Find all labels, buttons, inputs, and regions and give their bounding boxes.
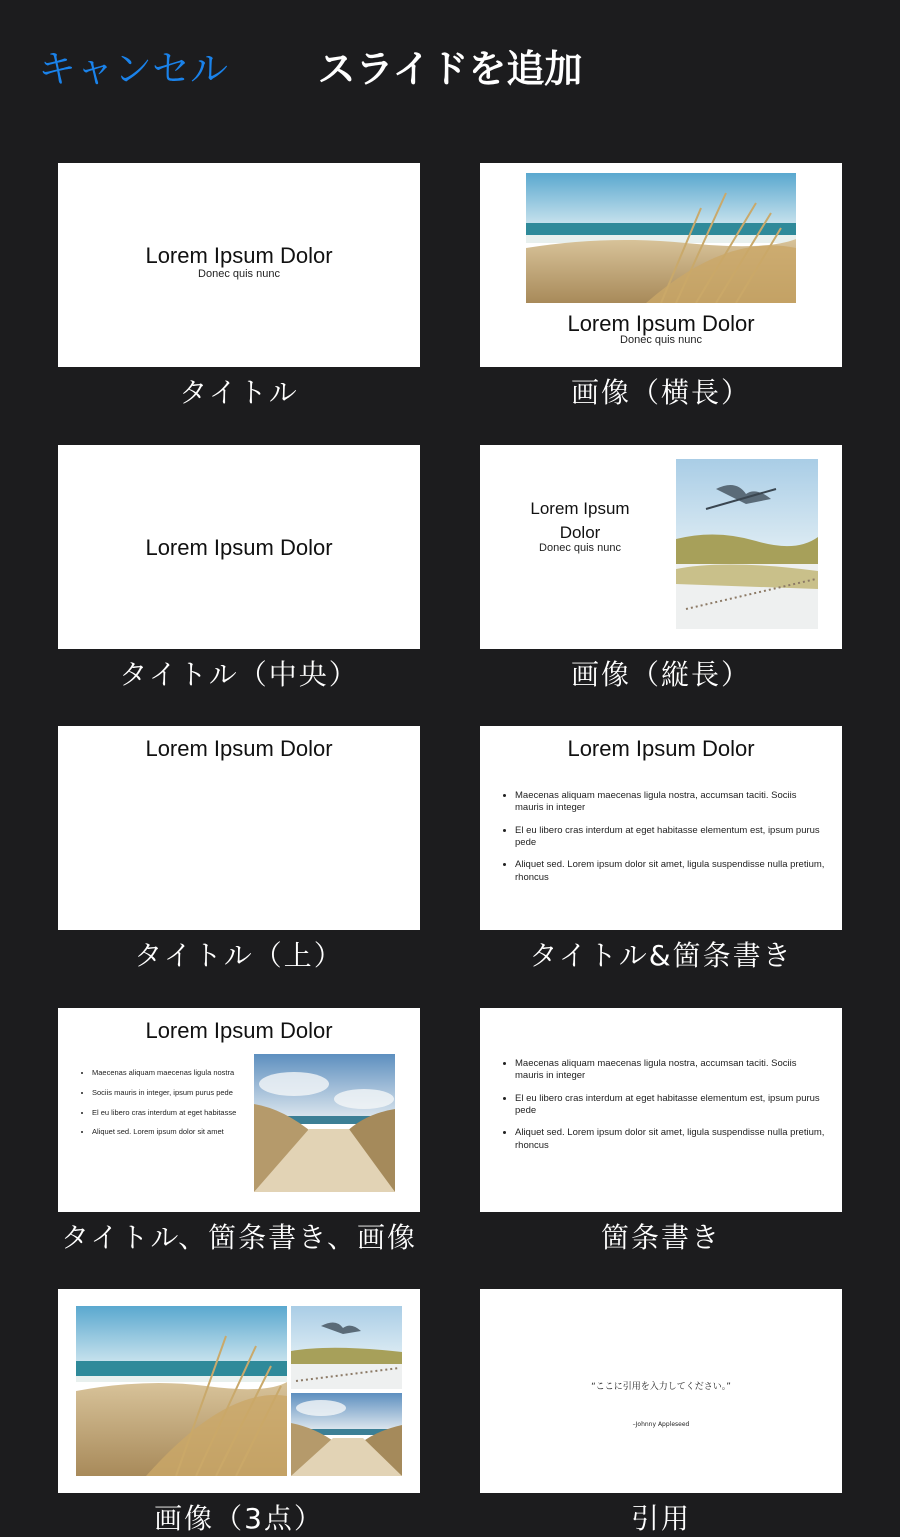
beach-grass-photo bbox=[76, 1306, 287, 1476]
slide-title-text: Lorem Ipsum Dolor bbox=[145, 535, 333, 560]
dune-path-photo bbox=[291, 1393, 402, 1476]
slide-subtitle-text: Donec quis nunc bbox=[539, 542, 621, 554]
layout-label: タイトル、箇条書き、画像 bbox=[60, 1221, 418, 1254]
slide-title-text: Lorem Ipsum Dolor bbox=[145, 1018, 333, 1043]
layout-label: タイトル（中央） bbox=[119, 658, 359, 691]
layout-label: 画像（縦長） bbox=[570, 658, 751, 691]
bullet-list bbox=[505, 1058, 825, 1162]
list-item: • Maecenas aliquam maecenas ligula nostra bbox=[92, 1068, 242, 1078]
slide-thumbnail[interactable] bbox=[480, 445, 842, 649]
heron-dunes-photo bbox=[291, 1306, 402, 1389]
beach-grass-photo bbox=[526, 173, 796, 303]
slide-thumbnail[interactable] bbox=[480, 163, 842, 367]
slide-thumbnail[interactable] bbox=[58, 726, 420, 930]
slide-thumbnail[interactable] bbox=[480, 1289, 842, 1493]
slide-thumbnail[interactable] bbox=[480, 726, 842, 930]
slide-thumbnail[interactable] bbox=[58, 445, 420, 649]
layout-label: 箇条書き bbox=[600, 1221, 721, 1254]
slide-subtitle-text: Donec quis nunc bbox=[620, 334, 702, 346]
list-item: • Aliquet sed. Lorem ipsum dolor sit amet, ligula suspendisse nulla pretium, rhoncus bbox=[515, 859, 825, 884]
list-item: • Maecenas aliquam maecenas ligula nostra, accumsan taciti. Sociis mauris in integer bbox=[515, 1058, 825, 1083]
list-item: • El eu libero cras interdum at eget habitasse elementum est, ipsum purus pede bbox=[515, 825, 825, 850]
slide-thumbnail[interactable] bbox=[58, 163, 420, 367]
page-title: スライドを追加 bbox=[317, 47, 583, 91]
list-item: • Sociis mauris in integer, ipsum purus pede bbox=[92, 1088, 242, 1098]
list-item: • Aliquet sed. Lorem ipsum dolor sit amet, ligula suspendisse nulla pretium, rhoncus bbox=[515, 1127, 825, 1152]
bullet-list bbox=[505, 790, 825, 894]
quote-author: –Johnny Appleseed bbox=[632, 1421, 690, 1428]
layout-label: タイトル&箇条書き bbox=[529, 939, 793, 972]
layout-label: 画像（3点） bbox=[154, 1502, 324, 1535]
dune-path-photo bbox=[254, 1054, 395, 1192]
slide-thumbnail[interactable] bbox=[58, 1008, 420, 1212]
quote-text: “ここに引用を入力してください。” bbox=[591, 1382, 731, 1392]
slide-title-text-line2: Dolor bbox=[559, 523, 601, 542]
layout-label: 引用 bbox=[630, 1502, 691, 1535]
heron-dunes-photo bbox=[676, 459, 818, 629]
slide-title-text: Lorem Ipsum bbox=[530, 499, 630, 518]
list-item: • Maecenas aliquam maecenas ligula nostra, accumsan taciti. Sociis mauris in integer bbox=[515, 790, 825, 815]
slide-subtitle-text: Donec quis nunc bbox=[198, 268, 280, 280]
list-item: • El eu libero cras interdum at eget habitasse elementum est, ipsum purus pede bbox=[515, 1093, 825, 1118]
slide-thumbnail[interactable] bbox=[58, 1289, 420, 1493]
slide-title-text: Lorem Ipsum Dolor bbox=[145, 736, 333, 761]
cancel-button[interactable]: キャンセル bbox=[38, 47, 229, 91]
navigation-bar bbox=[0, 0, 900, 130]
layout-label: タイトル bbox=[179, 376, 299, 409]
slide-title-text: Lorem Ipsum Dolor bbox=[567, 311, 755, 336]
list-item: • Aliquet sed. Lorem ipsum dolor sit amet bbox=[92, 1127, 242, 1137]
slide-title-text: Lorem Ipsum Dolor bbox=[567, 736, 755, 761]
layout-label: タイトル（上） bbox=[134, 939, 344, 972]
slide-title-text: Lorem Ipsum Dolor bbox=[145, 243, 333, 268]
slide-thumbnail[interactable] bbox=[480, 1008, 842, 1212]
layout-label: 画像（横長） bbox=[570, 376, 751, 409]
list-item: • El eu libero cras interdum at eget habitasse bbox=[92, 1108, 242, 1118]
bullet-list bbox=[82, 1068, 242, 1147]
